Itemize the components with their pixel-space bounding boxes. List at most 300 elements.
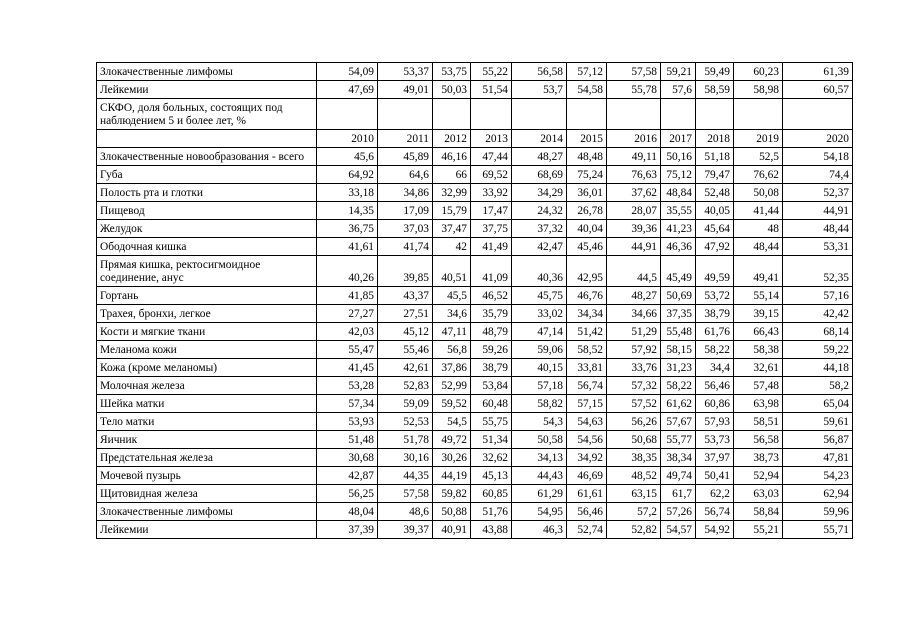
table-row (97, 449, 853, 467)
value-cell: 39,36 (607, 220, 661, 238)
value-cell: 34,4 (696, 359, 734, 377)
value-cell: 57,67 (661, 413, 696, 431)
value-cell: 17,47 (471, 202, 512, 220)
value-cell: 76,63 (607, 166, 661, 184)
table-body (97, 63, 853, 539)
value-cell: 54,56 (567, 431, 607, 449)
value-cell: 49,41 (734, 256, 783, 287)
value-cell: 39,15 (734, 305, 783, 323)
year-cell: 2013 (471, 130, 512, 148)
table-row (97, 521, 853, 539)
value-cell: 35,79 (471, 305, 512, 323)
value-cell: 57,58 (607, 63, 661, 81)
value-cell: 62,2 (696, 485, 734, 503)
section-title-cell: СКФО, доля больных, состоящих под наблюдением 5 и более лет, % (97, 99, 317, 130)
section-header-row (97, 99, 853, 130)
value-cell: 60,86 (696, 395, 734, 413)
row-label-cell: Пищевод (97, 202, 317, 220)
value-cell: 50,16 (661, 148, 696, 166)
row-label-cell: Злокачественные лимфомы (97, 503, 317, 521)
row-label-cell: Предстательная железа (97, 449, 317, 467)
value-cell (317, 99, 378, 130)
value-cell: 49,01 (378, 81, 433, 99)
value-cell: 56,58 (734, 431, 783, 449)
value-cell: 48,79 (471, 323, 512, 341)
value-cell: 33,81 (567, 359, 607, 377)
value-cell: 59,61 (783, 413, 853, 431)
value-cell: 49,72 (433, 431, 471, 449)
value-cell: 45,64 (696, 220, 734, 238)
value-cell: 53,7 (512, 81, 567, 99)
row-label-cell: Прямая кишка, ректосигмоидное соединение, анус (97, 256, 317, 287)
value-cell: 50,88 (433, 503, 471, 521)
value-cell: 56,46 (567, 503, 607, 521)
value-cell: 42,61 (378, 359, 433, 377)
value-cell: 34,66 (607, 305, 661, 323)
value-cell: 60,85 (471, 485, 512, 503)
value-cell: 56,58 (512, 63, 567, 81)
value-cell: 51,34 (471, 431, 512, 449)
value-cell: 41,23 (661, 220, 696, 238)
value-cell: 43,37 (378, 287, 433, 305)
value-cell: 59,21 (661, 63, 696, 81)
value-cell: 57,26 (661, 503, 696, 521)
value-cell: 32,99 (433, 184, 471, 202)
value-cell: 47,92 (696, 238, 734, 256)
year-cell: 2011 (378, 130, 433, 148)
value-cell: 59,09 (378, 395, 433, 413)
row-label-cell: Трахея, бронхи, легкое (97, 305, 317, 323)
value-cell: 40,26 (317, 256, 378, 287)
value-cell: 30,68 (317, 449, 378, 467)
value-cell: 60,23 (734, 63, 783, 81)
value-cell: 49,74 (661, 467, 696, 485)
row-label-cell: Меланома кожи (97, 341, 317, 359)
value-cell: 63,98 (734, 395, 783, 413)
value-cell: 48,27 (512, 148, 567, 166)
value-cell: 36,75 (317, 220, 378, 238)
value-cell: 53,31 (783, 238, 853, 256)
value-cell: 45,89 (378, 148, 433, 166)
value-cell: 42,87 (317, 467, 378, 485)
value-cell: 33,92 (471, 184, 512, 202)
value-cell: 47,81 (783, 449, 853, 467)
value-cell: 68,69 (512, 166, 567, 184)
value-cell: 44,18 (783, 359, 853, 377)
value-cell: 52,99 (433, 377, 471, 395)
value-cell: 44,43 (512, 467, 567, 485)
value-cell: 42,47 (512, 238, 567, 256)
value-cell: 41,45 (317, 359, 378, 377)
value-cell: 59,49 (696, 63, 734, 81)
table-row (97, 503, 853, 521)
value-cell: 56,74 (567, 377, 607, 395)
value-cell: 55,78 (607, 81, 661, 99)
value-cell: 53,75 (433, 63, 471, 81)
value-cell: 50,68 (607, 431, 661, 449)
value-cell: 68,14 (783, 323, 853, 341)
value-cell: 55,46 (378, 341, 433, 359)
value-cell: 59,96 (783, 503, 853, 521)
year-cell: 2016 (607, 130, 661, 148)
value-cell: 56,26 (607, 413, 661, 431)
year-header-row (97, 130, 853, 148)
value-cell: 66 (433, 166, 471, 184)
value-cell: 30,26 (433, 449, 471, 467)
table-row (97, 323, 853, 341)
value-cell: 37,35 (661, 305, 696, 323)
value-cell: 54,18 (783, 148, 853, 166)
value-cell: 39,37 (378, 521, 433, 539)
value-cell: 56,25 (317, 485, 378, 503)
value-cell: 55,22 (471, 63, 512, 81)
row-label-cell: Яичник (97, 431, 317, 449)
value-cell: 51,29 (607, 323, 661, 341)
table-row (97, 166, 853, 184)
value-cell (512, 99, 567, 130)
value-cell: 53,84 (471, 377, 512, 395)
table-row (97, 184, 853, 202)
value-cell: 60,48 (471, 395, 512, 413)
value-cell: 51,18 (696, 148, 734, 166)
value-cell: 52,48 (696, 184, 734, 202)
value-cell: 50,41 (696, 467, 734, 485)
value-cell: 75,24 (567, 166, 607, 184)
table-row (97, 148, 853, 166)
value-cell: 44,91 (783, 202, 853, 220)
value-cell: 38,34 (661, 449, 696, 467)
value-cell: 58,22 (696, 341, 734, 359)
value-cell: 46,36 (661, 238, 696, 256)
table-row (97, 413, 853, 431)
table-row (97, 63, 853, 81)
row-label-cell: Лейкемии (97, 521, 317, 539)
value-cell: 42 (433, 238, 471, 256)
row-label-cell: Молочная железа (97, 377, 317, 395)
value-cell: 33,02 (512, 305, 567, 323)
value-cell: 59,26 (471, 341, 512, 359)
year-cell: 2014 (512, 130, 567, 148)
value-cell: 52,53 (378, 413, 433, 431)
value-cell: 57,18 (512, 377, 567, 395)
value-cell: 60,57 (783, 81, 853, 99)
value-cell: 38,79 (471, 359, 512, 377)
row-label-cell: Кости и мягкие ткани (97, 323, 317, 341)
value-cell: 48,84 (661, 184, 696, 202)
table-row (97, 220, 853, 238)
value-cell: 47,44 (471, 148, 512, 166)
value-cell: 33,18 (317, 184, 378, 202)
value-cell: 61,39 (783, 63, 853, 81)
value-cell: 37,62 (607, 184, 661, 202)
value-cell: 74,4 (783, 166, 853, 184)
value-cell: 17,09 (378, 202, 433, 220)
value-cell: 34,6 (433, 305, 471, 323)
value-cell: 65,04 (783, 395, 853, 413)
value-cell: 54,92 (696, 521, 734, 539)
row-label-cell: Мочевой пузырь (97, 467, 317, 485)
value-cell: 53,37 (378, 63, 433, 81)
value-cell: 61,76 (696, 323, 734, 341)
value-cell: 54,95 (512, 503, 567, 521)
value-cell: 15,79 (433, 202, 471, 220)
value-cell (607, 99, 661, 130)
value-cell: 55,75 (471, 413, 512, 431)
value-cell: 37,97 (696, 449, 734, 467)
value-cell: 53,73 (696, 431, 734, 449)
value-cell: 57,32 (607, 377, 661, 395)
value-cell: 41,61 (317, 238, 378, 256)
value-cell: 37,03 (378, 220, 433, 238)
value-cell: 55,48 (661, 323, 696, 341)
table-row (97, 305, 853, 323)
value-cell: 51,54 (471, 81, 512, 99)
value-cell: 26,78 (567, 202, 607, 220)
value-cell (471, 99, 512, 130)
value-cell: 41,49 (471, 238, 512, 256)
value-cell: 41,85 (317, 287, 378, 305)
value-cell: 51,78 (378, 431, 433, 449)
value-cell: 43,88 (471, 521, 512, 539)
value-cell: 57,52 (607, 395, 661, 413)
value-cell: 57,2 (607, 503, 661, 521)
value-cell: 57,6 (661, 81, 696, 99)
value-cell: 45,75 (512, 287, 567, 305)
value-cell: 79,47 (696, 166, 734, 184)
value-cell: 14,35 (317, 202, 378, 220)
value-cell: 58,82 (512, 395, 567, 413)
value-cell: 56,8 (433, 341, 471, 359)
value-cell: 24,32 (512, 202, 567, 220)
value-cell: 49,59 (696, 256, 734, 287)
value-cell: 44,19 (433, 467, 471, 485)
value-cell: 57,93 (696, 413, 734, 431)
value-cell: 76,62 (734, 166, 783, 184)
value-cell: 32,61 (734, 359, 783, 377)
value-cell: 58,38 (734, 341, 783, 359)
row-label-cell: Полость рта и глотки (97, 184, 317, 202)
value-cell: 39,85 (378, 256, 433, 287)
value-cell: 37,75 (471, 220, 512, 238)
year-cell: 2015 (567, 130, 607, 148)
value-cell: 64,92 (317, 166, 378, 184)
year-cell: 2012 (433, 130, 471, 148)
table-row (97, 81, 853, 99)
row-label-cell: Кожа (кроме меланомы) (97, 359, 317, 377)
value-cell: 55,47 (317, 341, 378, 359)
value-cell: 52,5 (734, 148, 783, 166)
value-cell: 33,76 (607, 359, 661, 377)
row-label-cell: Желудок (97, 220, 317, 238)
row-label-cell: Губа (97, 166, 317, 184)
value-cell: 59,06 (512, 341, 567, 359)
value-cell: 46,16 (433, 148, 471, 166)
value-cell: 62,94 (783, 485, 853, 503)
value-cell: 48,44 (783, 220, 853, 238)
value-cell: 38,35 (607, 449, 661, 467)
value-cell: 34,86 (378, 184, 433, 202)
value-cell: 40,05 (696, 202, 734, 220)
value-cell: 58,2 (783, 377, 853, 395)
value-cell: 66,43 (734, 323, 783, 341)
value-cell: 32,62 (471, 449, 512, 467)
row-label-cell: Злокачественные лимфомы (97, 63, 317, 81)
value-cell: 57,16 (783, 287, 853, 305)
value-cell: 52,82 (607, 521, 661, 539)
value-cell: 47,11 (433, 323, 471, 341)
value-cell: 57,12 (567, 63, 607, 81)
value-cell: 54,23 (783, 467, 853, 485)
value-cell: 48 (734, 220, 783, 238)
value-cell: 54,58 (567, 81, 607, 99)
value-cell: 56,46 (696, 377, 734, 395)
row-label-cell: Щитовидная железа (97, 485, 317, 503)
value-cell: 64,6 (378, 166, 433, 184)
value-cell: 48,27 (607, 287, 661, 305)
value-cell: 51,76 (471, 503, 512, 521)
value-cell (783, 99, 853, 130)
value-cell: 61,62 (661, 395, 696, 413)
table-row (97, 431, 853, 449)
value-cell: 34,13 (512, 449, 567, 467)
year-cell: 2020 (783, 130, 853, 148)
value-cell: 54,63 (567, 413, 607, 431)
value-cell: 48,44 (734, 238, 783, 256)
value-cell: 53,93 (317, 413, 378, 431)
value-cell: 56,87 (783, 431, 853, 449)
value-cell: 58,98 (734, 81, 783, 99)
row-label-cell: Ободочная кишка (97, 238, 317, 256)
value-cell: 40,91 (433, 521, 471, 539)
value-cell: 44,5 (607, 256, 661, 287)
value-cell: 44,35 (378, 467, 433, 485)
value-cell: 34,29 (512, 184, 567, 202)
value-cell: 58,52 (567, 341, 607, 359)
value-cell: 61,29 (512, 485, 567, 503)
value-cell: 61,61 (567, 485, 607, 503)
value-cell: 41,09 (471, 256, 512, 287)
row-label-cell: Лейкемии (97, 81, 317, 99)
value-cell: 42,95 (567, 256, 607, 287)
value-cell: 50,58 (512, 431, 567, 449)
year-cell: 2018 (696, 130, 734, 148)
value-cell (433, 99, 471, 130)
value-cell: 58,51 (734, 413, 783, 431)
value-cell: 52,94 (734, 467, 783, 485)
table-row (97, 238, 853, 256)
value-cell: 38,79 (696, 305, 734, 323)
value-cell: 40,15 (512, 359, 567, 377)
value-cell (734, 99, 783, 130)
value-cell: 45,13 (471, 467, 512, 485)
value-cell: 54,5 (433, 413, 471, 431)
value-cell: 27,27 (317, 305, 378, 323)
value-cell: 47,14 (512, 323, 567, 341)
value-cell: 50,03 (433, 81, 471, 99)
value-cell (661, 99, 696, 130)
value-cell: 59,22 (783, 341, 853, 359)
value-cell: 58,22 (661, 377, 696, 395)
value-cell: 48,6 (378, 503, 433, 521)
value-cell: 40,04 (567, 220, 607, 238)
row-label-cell: Гортань (97, 287, 317, 305)
table-row (97, 485, 853, 503)
value-cell: 47,69 (317, 81, 378, 99)
value-cell: 46,52 (471, 287, 512, 305)
value-cell: 59,82 (433, 485, 471, 503)
value-cell: 48,52 (607, 467, 661, 485)
value-cell: 59,52 (433, 395, 471, 413)
row-label-cell: Тело матки (97, 413, 317, 431)
value-cell: 57,92 (607, 341, 661, 359)
value-cell: 48,48 (567, 148, 607, 166)
table-row (97, 377, 853, 395)
table-row (97, 341, 853, 359)
value-cell: 61,7 (661, 485, 696, 503)
value-cell: 45,5 (433, 287, 471, 305)
value-cell: 37,47 (433, 220, 471, 238)
value-cell: 63,15 (607, 485, 661, 503)
value-cell: 31,23 (661, 359, 696, 377)
table-row (97, 256, 853, 287)
value-cell: 54,3 (512, 413, 567, 431)
value-cell: 51,48 (317, 431, 378, 449)
value-cell: 58,84 (734, 503, 783, 521)
value-cell: 50,08 (734, 184, 783, 202)
value-cell: 56,74 (696, 503, 734, 521)
table-row (97, 202, 853, 220)
value-cell: 55,14 (734, 287, 783, 305)
table-row (97, 359, 853, 377)
value-cell: 45,46 (567, 238, 607, 256)
value-cell: 30,16 (378, 449, 433, 467)
year-cell: 2019 (734, 130, 783, 148)
value-cell: 52,74 (567, 521, 607, 539)
value-cell: 49,11 (607, 148, 661, 166)
value-cell: 50,69 (661, 287, 696, 305)
value-cell: 57,34 (317, 395, 378, 413)
value-cell: 55,71 (783, 521, 853, 539)
value-cell: 69,52 (471, 166, 512, 184)
value-cell: 51,42 (567, 323, 607, 341)
value-cell: 52,37 (783, 184, 853, 202)
value-cell: 48,04 (317, 503, 378, 521)
table-row (97, 467, 853, 485)
value-cell: 63,03 (734, 485, 783, 503)
value-cell: 46,69 (567, 467, 607, 485)
value-cell: 53,28 (317, 377, 378, 395)
value-cell: 52,35 (783, 256, 853, 287)
value-cell (696, 99, 734, 130)
value-cell: 40,51 (433, 256, 471, 287)
value-cell: 42,42 (783, 305, 853, 323)
statistics-table (96, 62, 853, 539)
value-cell: 34,92 (567, 449, 607, 467)
value-cell: 42,03 (317, 323, 378, 341)
value-cell: 45,12 (378, 323, 433, 341)
value-cell: 46,3 (512, 521, 567, 539)
value-cell: 58,59 (696, 81, 734, 99)
value-cell: 40,36 (512, 256, 567, 287)
value-cell: 37,32 (512, 220, 567, 238)
value-cell: 52,83 (378, 377, 433, 395)
table-row (97, 287, 853, 305)
value-cell: 38,73 (734, 449, 783, 467)
row-label-cell: Шейка матки (97, 395, 317, 413)
value-cell: 34,34 (567, 305, 607, 323)
value-cell: 75,12 (661, 166, 696, 184)
value-cell: 55,77 (661, 431, 696, 449)
